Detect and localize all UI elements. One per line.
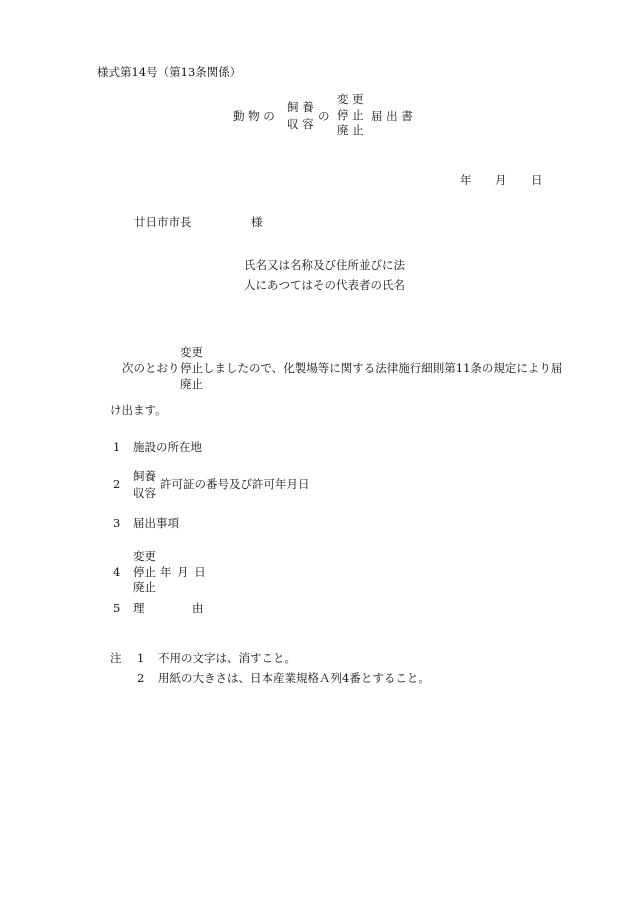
- addressee-honorific: 様: [251, 215, 263, 229]
- item-1-number: 1: [113, 440, 121, 454]
- addressee-name: 廿日市市長: [134, 215, 192, 229]
- item-4-change: 変更: [133, 549, 156, 563]
- item-2-choice: [133, 471, 156, 499]
- item-2-text: 許可証の番号及び許可年月日: [160, 477, 310, 491]
- item-4-number: 4: [113, 565, 121, 579]
- title-change-choice: [337, 94, 364, 137]
- item-2-bottom: 収容: [133, 485, 156, 500]
- statement-lead: 次のとおり: [122, 361, 180, 375]
- item-2-top: 飼養: [133, 469, 156, 483]
- form-number: 様式第14号（第13条関係）: [97, 65, 242, 79]
- statement-line2: け出ます。: [110, 403, 167, 417]
- title-shiyou-top: 飼 養: [287, 100, 314, 114]
- statement-abolish: 廃止: [180, 377, 203, 391]
- date-day: 日: [531, 173, 543, 187]
- item-5-text-b: 由: [192, 601, 204, 615]
- title-abolish: 廃 止: [337, 123, 364, 137]
- title-stop: 停 止: [337, 107, 364, 122]
- item-5-number: 5: [113, 601, 121, 615]
- item-2-number: 2: [113, 477, 121, 491]
- title-part-no: の: [318, 109, 330, 123]
- title-shiyou-bottom: 収 容: [287, 116, 314, 131]
- title-part-report: 届 出 書: [371, 109, 413, 123]
- applicant-label-line2: 人にあつてはその代表者の氏名: [244, 278, 405, 292]
- item-3-text: 届出事項: [133, 516, 179, 530]
- item-1-text: 施設の所在地: [133, 440, 202, 454]
- title-shiyou-choice: [287, 102, 314, 130]
- statement-change: 変更: [180, 345, 203, 359]
- title-part-animal: 動 物 の: [233, 109, 275, 123]
- date-month: 月: [495, 173, 507, 187]
- item-3-number: 3: [113, 516, 121, 530]
- item-4-choice: [133, 551, 156, 594]
- statement-stop-tail: 停止しましたので、化製場等に関する法律施行細則第11条の規定により届: [180, 361, 563, 375]
- note-2-number: 2: [137, 671, 145, 685]
- item-5-text-a: 理: [133, 601, 145, 615]
- note-1-number: 1: [137, 651, 145, 665]
- note-2-text: 用紙の大きさは、日本産業規格Ａ列4番とすること。: [158, 671, 430, 685]
- date-year: 年: [460, 173, 472, 187]
- applicant-label-line1: 氏名又は名称及び住所並びに法: [244, 258, 405, 272]
- notes-label: 注: [110, 651, 122, 665]
- item-4-text: 年 月 日: [160, 565, 206, 579]
- title-change: 変 更: [337, 92, 364, 106]
- item-4-stop: 停止: [133, 564, 156, 579]
- note-1-text: 不用の文字は、消すこと。: [158, 651, 296, 665]
- item-4-abolish: 廃止: [133, 580, 156, 594]
